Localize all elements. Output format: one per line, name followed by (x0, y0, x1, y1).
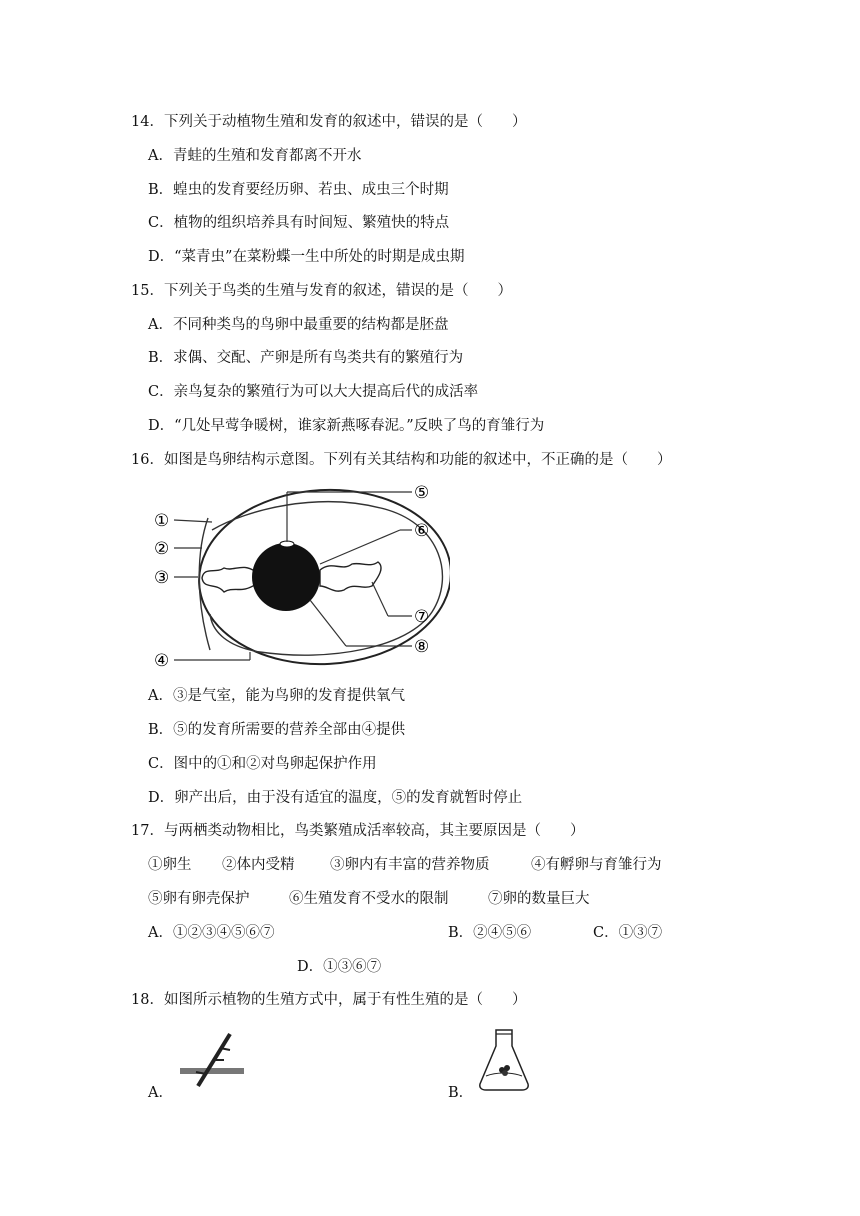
q17-item-4: ④有孵卵与育雏行为 (531, 857, 662, 873)
q14-option-d: D．“菜青虫”在菜粉蝶一生中所处的时期是成虫期 (148, 249, 465, 265)
q17-stem: 17．与两栖类动物相比，鸟类繁殖成活率较高，其主要原因是（ ） (131, 823, 585, 839)
chalaza-right (320, 562, 381, 591)
q16-stem: 16．如图是鸟卵结构示意图。下列有关其结构和功能的叙述中，不正确的是（ ） (131, 452, 672, 468)
q17-item-5: ⑤卵有卵壳保护 (148, 891, 250, 907)
q17-item-7: ⑦卵的数量巨大 (488, 891, 590, 907)
label-8: ⑧ (414, 637, 430, 657)
label-6: ⑥ (414, 521, 430, 541)
soil (180, 1068, 244, 1074)
q16-option-b: B．⑤的发育所需要的营养全部由④提供 (148, 722, 406, 738)
q18-stem: 18．如图所示植物的生殖方式中，属于有性生殖的是（ ） (131, 992, 527, 1008)
label-4: ④ (154, 651, 170, 668)
q16-option-a: A．③是气室，能为鸟卵的发育提供氧气 (148, 688, 405, 704)
q16-option-c: C．图中的①和②对鸟卵起保护作用 (148, 756, 377, 772)
q15-option-d: D．“几处早莺争暖树，谁家新燕啄春泥。”反映了鸟的育雏行为 (148, 418, 545, 434)
q16-option-d: D．卵产出后，由于没有适宜的温度，⑤的发育就暂时停止 (148, 790, 523, 806)
q15-option-c: C．亲鸟复杂的繁殖行为可以大大提高后代的成活率 (148, 384, 479, 400)
flask (480, 1030, 528, 1090)
q17-option-d: D．①③⑥⑦ (297, 959, 382, 975)
q17-item-1: ①卵生 (148, 857, 192, 873)
q17-item-2: ②体内受精 (222, 857, 295, 873)
q17-option-a: A．①②③④⑤⑥⑦ (148, 925, 275, 941)
q14-option-a: A．青蛙的生殖和发育都离不开水 (148, 148, 362, 164)
chalaza-left (202, 567, 256, 592)
q18-option-b: B． (448, 1085, 474, 1101)
label-1: ① (154, 511, 170, 531)
q17-option-c: C．①③⑦ (593, 925, 663, 941)
q14-stem: 14．下列关于动植物生殖和发育的叙述中，错误的是（ ） (131, 114, 527, 130)
yolk (252, 543, 320, 611)
label-3: ③ (154, 568, 170, 588)
label-2: ② (154, 539, 170, 559)
bird-egg-diagram (150, 482, 450, 668)
q17-item-3: ③卵内有丰富的营养物质 (330, 857, 490, 873)
q14-option-c: C．植物的组织培养具有时间短、繁殖快的特点 (148, 215, 450, 231)
q18-option-a: A． (148, 1085, 173, 1101)
q15-stem: 15．下列关于鸟类的生殖与发育的叙述，错误的是（ ） (131, 283, 512, 299)
tissue-culture-flask-figure (474, 1024, 534, 1094)
q14-option-b: B．蝗虫的发育要经历卵、若虫、成虫三个时期 (148, 182, 449, 198)
q17-option-b: B．②④⑤⑥ (448, 925, 532, 941)
q15-option-a: A．不同种类鸟的鸟卵中最重要的结构都是胚盘 (148, 317, 449, 333)
q15-option-b: B．求偶、交配、产卵是所有鸟类共有的繁殖行为 (148, 350, 464, 366)
label-7: ⑦ (414, 607, 430, 627)
cutting-propagation-figure (176, 1030, 248, 1090)
q17-item-6: ⑥生殖发育不受水的限制 (289, 891, 449, 907)
label-5: ⑤ (414, 483, 430, 503)
